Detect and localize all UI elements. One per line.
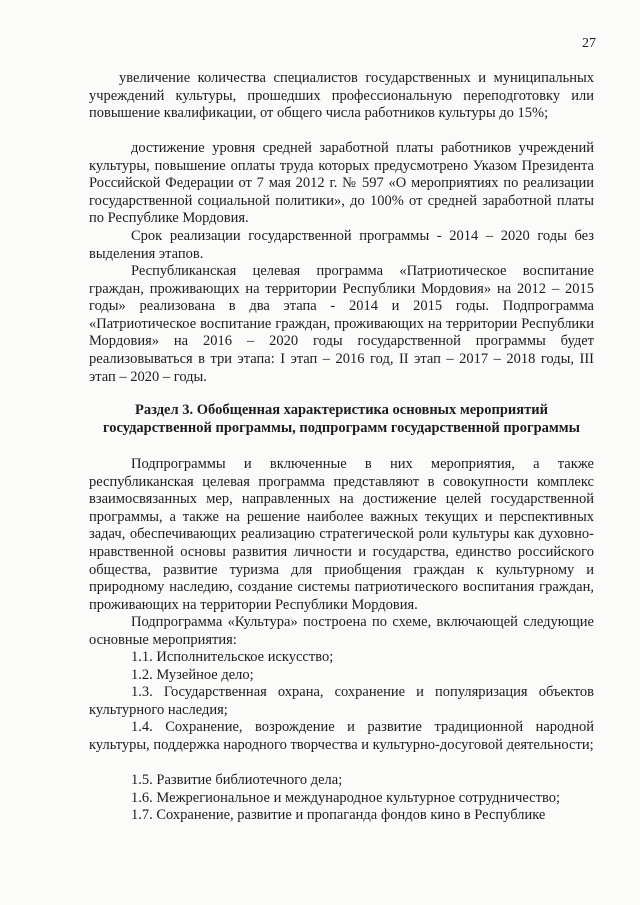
paragraph-term: Срок реализации государственной программы - 2014 – 2020 годы без выделения этапов.	[89, 228, 594, 262]
list-item: 1.6. Межрегиональное и международное культурное сотрудничество;	[131, 790, 560, 806]
paragraph-specialists: увеличение количества специалистов государственных и муниципальных учреждений культуры, прошедших профессиональную переподготовку или повышение квалификации, от общего числа работников культуры до 15%;	[89, 70, 594, 122]
section-heading: Раздел 3. Обобщенная характеристика основных мероприятий государственной программы, подпрограмм государственной программы	[103, 402, 580, 436]
list-item: 1.2. Музейное дело;	[131, 667, 254, 683]
list-item: 1.4. Сохранение, возрождение и развитие традиционной народной культуры, поддержка народного творчества и культурно-досуговой деятельности;	[89, 719, 594, 753]
paragraph-subprograms: Подпрограммы и включенные в них мероприятия, а также республиканская целевая программа представляют в совокупности комплекс взаимосвязанных мер, направленных на достижение целей государственной программы, а также на решение наиболее важных текущих и перспективных задач, обеспечивающих реализацию стратегической роли культуры как духовно-нравственной основы развития личности и государства, единство российского общества, развитие туризма для приобщения граждан к культурному и природному наследию, создание системы патриотического воспитания граждан, проживающих на территории Республики Мордовия.	[89, 456, 594, 613]
list-item: 1.3. Государственная охрана, сохранение и популяризация объектов культурного наследия;	[89, 684, 594, 718]
page-number: 27	[582, 36, 596, 51]
list-item: 1.7. Сохранение, развитие и пропаганда фондов кино в Республике	[131, 807, 546, 823]
list-item: 1.1. Исполнительское искусство;	[131, 649, 334, 665]
paragraph-patriotic-program: Республиканская целевая программа «Патриотическое воспитание граждан, проживающих на территории Республики Мордовия» на 2012 – 2015 годы» реализована в два этапа - 2014 и 2015 годы. Подпрограмма «Патриотическое воспитание граждан, проживающих на территории Республики Мордовия» на 2016 – 2020 годы государственной программы будет реализовываться в три этапа: I этап – 2016 год, II этап – 2017 – 2018 годы, III этап – 2020 – годы.	[89, 263, 594, 385]
list-item: 1.5. Развитие библиотечного дела;	[131, 772, 343, 788]
paragraph-culture-scheme: Подпрограмма «Культура» построена по схеме, включающей следующие основные мероприятия:	[89, 614, 594, 648]
paragraph-salary: достижение уровня средней заработной платы работников учреждений культуры, повышение оплаты труда которых предусмотрено Указом Президента Российской Федерации от 7 мая 2012 г. № 597 «О мероприятиях по реализации государственной социальной политики», до 100% от средней заработной платы по Республике Мордовия.	[89, 140, 594, 227]
